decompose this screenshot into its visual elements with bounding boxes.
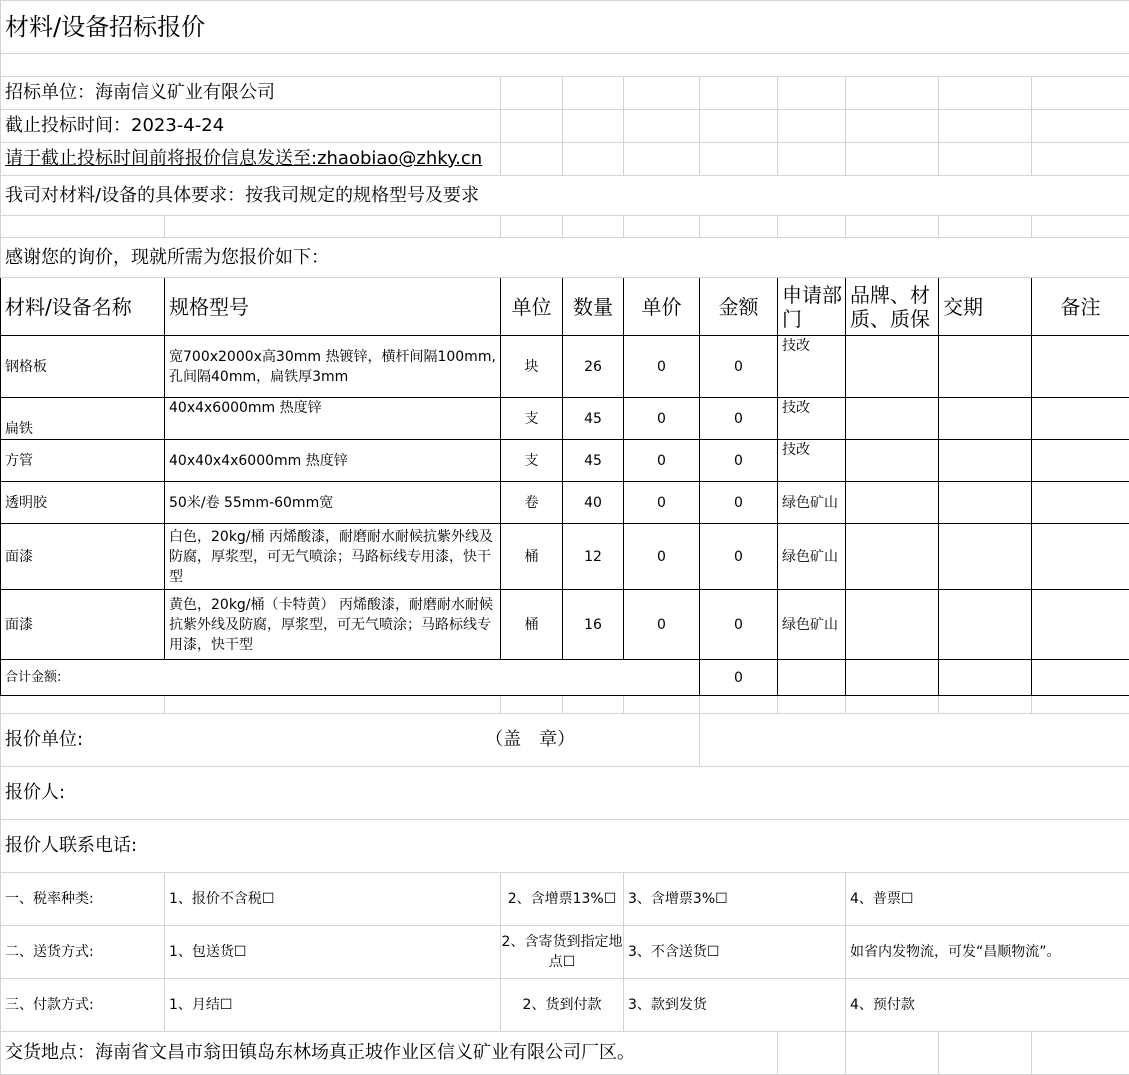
total-label: 合计金额: xyxy=(1,660,700,696)
ship-note: 如省内发物流，可发“昌顺物流”。 xyxy=(846,926,1129,979)
table-row: 方管 40x40x4x6000mm 热度锌 支 45 0 0 技改 xyxy=(1,440,1129,482)
pay-option-1[interactable]: 1、月结☐ xyxy=(165,979,501,1032)
tax-option-3[interactable]: 3、含增票3%☐ xyxy=(624,873,846,926)
col-qty: 数量 xyxy=(563,278,624,336)
table-row: 透明胶 50米/卷 55mm-60mm宽 卷 40 0 0 绿色矿山 xyxy=(1,482,1129,524)
delivery-place: 交货地点：海南省文昌市翁田镇岛东林场真正坡作业区信义矿业有限公司厂区。 xyxy=(1,1032,778,1075)
page-title: 材料/设备招标报价 xyxy=(1,1,1129,54)
table-row: 面漆 黄色，20kg/桶（卡特黄） 丙烯酸漆，耐磨耐水耐候抗紫外线及防腐，厚浆型，可无气喷涂；马路标线专用漆，快干型 桶 16 0 0 绿色矿山 xyxy=(1,590,1129,660)
thanks-line: 感谢您的询价，现就所需为您报价如下： xyxy=(1,238,1129,278)
col-spec: 规格型号 xyxy=(165,278,501,336)
col-price: 单价 xyxy=(624,278,700,336)
tax-label: 一、税率种类: xyxy=(1,873,165,926)
pay-row xyxy=(1,979,1129,1032)
seal-text: （盖 章） xyxy=(485,729,575,750)
tax-option-2[interactable]: 2、含增票13%☐ xyxy=(501,873,624,926)
ship-option-2[interactable]: 2、含寄货到指定地点☐ xyxy=(501,926,624,979)
tax-option-1[interactable]: 1、报价不含税☐ xyxy=(165,873,501,926)
col-brand: 品牌、材质、质保 xyxy=(846,278,939,336)
table-row: 面漆 白色，20kg/桶 丙烯酸漆，耐磨耐水耐候抗紫外线及防腐，厚浆型，可无气喷涂；马路标线专用漆，快干型 桶 12 0 0 绿色矿山 xyxy=(1,524,1129,590)
bidder-info: 招标单位：海南信义矿业有限公司 xyxy=(1,77,501,110)
total-row xyxy=(1,660,1129,696)
pay-option-2[interactable]: 2、货到付款 xyxy=(501,979,624,1032)
col-amount: 金额 xyxy=(700,278,778,336)
pay-option-3[interactable]: 3、款到发货 xyxy=(624,979,846,1032)
col-delivery: 交期 xyxy=(939,278,1032,336)
tax-option-4[interactable]: 4、普票☐ xyxy=(846,873,1129,926)
pay-label: 三、付款方式: xyxy=(1,979,165,1032)
ship-option-1[interactable]: 1、包送货☐ xyxy=(165,926,501,979)
tax-row xyxy=(1,873,1129,926)
col-dept: 申请部门 xyxy=(778,278,846,336)
quote-phone-label: 报价人联系电话: xyxy=(1,820,1129,873)
send-to-link[interactable]: 请于截止投标时间前将报价信息发送至:zhaobiao@zhky.cn xyxy=(1,143,501,176)
col-name: 材料/设备名称 xyxy=(1,278,165,336)
col-unit: 单位 xyxy=(501,278,563,336)
total-amount: 0 xyxy=(700,660,778,696)
quote-unit-label: 报价单位: （盖 章） xyxy=(1,714,700,767)
col-remark: 备注 xyxy=(1032,278,1129,336)
requirement-info: 我司对材料/设备的具体要求：按我司规定的规格型号及要求 xyxy=(1,176,1129,216)
table-row: 钢格板 宽700x2000x高30mm 热镀锌，横杆间隔100mm,孔间隔40mm，扁铁厚3mm 块 26 0 0 技改 xyxy=(1,336,1129,398)
ship-label: 二、送货方式: xyxy=(1,926,165,979)
table-header xyxy=(1,278,1129,336)
deadline-info: 截止投标时间：2023-4-24 xyxy=(1,110,501,143)
ship-option-3[interactable]: 3、不含送货☐ xyxy=(624,926,846,979)
quote-person-label: 报价人: xyxy=(1,767,1129,820)
ship-row xyxy=(1,926,1129,979)
pay-option-4[interactable]: 4、预付款 xyxy=(846,979,1129,1032)
table-row: 扁铁 40x4x6000mm 热度锌 支 45 0 0 技改 xyxy=(1,398,1129,440)
